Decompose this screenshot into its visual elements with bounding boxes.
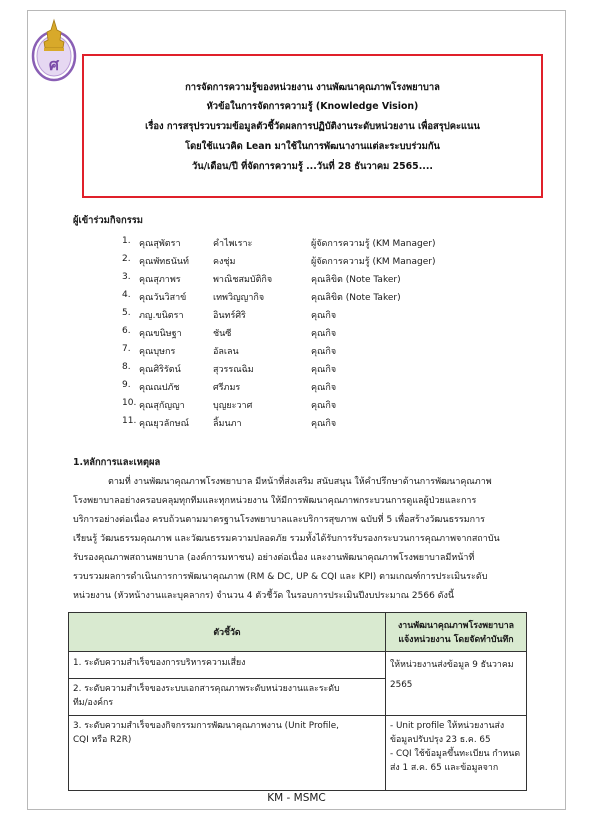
principles-line: เรียนรู้ วัฒนธรรมคุณภาพ และวัฒนธรรมความปลอดภัย รวมทั้งได้รับการรับรองกระบวนการคุณภาพจากสถาบัน (73, 534, 500, 544)
participant-role: คุณกิจ (311, 383, 337, 393)
hospital-logo (30, 18, 78, 83)
principles-heading: 1.หลักการและเหตุผล (73, 457, 161, 468)
table-cell-note (386, 716, 527, 791)
participant-number: 11. (122, 416, 137, 426)
note-line: 2565 (390, 680, 413, 690)
note-line: ส่ง 1 ส.ค. 65 และข้อมูลจาก (390, 763, 499, 773)
participant-number: 3. (122, 272, 131, 282)
participant-number: 5. (122, 308, 131, 318)
participant-name: คุณณปภัช (139, 383, 180, 393)
participant-surname: ศรีภมร (213, 383, 241, 393)
title-box (82, 54, 543, 198)
participant-role: คุณกิจ (311, 329, 337, 339)
note-line: ข้อมูลปรับปรุง 23 ธ.ค. 65 (390, 735, 491, 745)
participant-number: 7. (122, 344, 131, 354)
participant-number: 1. (122, 236, 131, 246)
table-row (69, 716, 527, 791)
principles-line: โรงพยาบาลอย่างครอบคลุมทุกทีมและทุกหน่วยงาน ให้มีการพัฒนาคุณภาพกระบวนการดูแลผู้ป่วยและการ (73, 496, 477, 506)
principles-line: รวบรวมผลการดำเนินการการพัฒนาคุณภาพ (RM & DC, UP & CQI และ KPI) ตามเกณฑ์การประเมินระดับ (73, 572, 488, 582)
participant-name: คุณบุษกร (139, 347, 176, 357)
participant-name: คุณศิริรัตน์ (139, 365, 181, 375)
indicator-line: 2. ระดับความสำเร็จของระบบเอกสารคุณภาพระดับหน่วยงานและระดับ (73, 684, 340, 694)
participant-number: 2. (122, 254, 131, 264)
note-line: - CQI ใช้ข้อมูลขึ้นทะเบียน กำหนด (390, 749, 521, 759)
participant-role: คุณกิจ (311, 311, 337, 321)
table-row (69, 652, 527, 679)
participant-number: 10. (122, 398, 137, 408)
participant-name: คุณพัทธนันท์ (139, 257, 189, 267)
title-line-4: โดยใช้แนวคิด Lean มาใช้ในการพัฒนางานแต่ละระบบร่วมกัน (185, 141, 440, 152)
table-cell-indicator (69, 679, 386, 716)
participant-number: 9. (122, 380, 131, 390)
participant-surname: คงชุ่ม (213, 257, 236, 267)
indicator-table (68, 612, 527, 791)
participant-surname: ลิ้มนภา (213, 419, 242, 429)
title-line-1: การจัดการความรู้ของหน่วยงาน งานพัฒนาคุณภาพโรงพยาบาล (185, 82, 440, 93)
indicator-line: 3. ระดับความสำเร็จของกิจกรรมการพัฒนาคุณภาพงาน (Unit Profile, (73, 721, 339, 731)
participant-name: คุณสุพัตรา (139, 239, 181, 249)
participant-surname: บุญยะวาศ (213, 401, 253, 411)
participant-name: คุณสุกัญญา (139, 401, 185, 411)
participant-surname: อัลเลน (213, 347, 239, 357)
participant-role: คุณกิจ (311, 419, 337, 429)
participant-surname: คำไพเราะ (213, 239, 253, 249)
participant-surname: พาณิชสมบัติกิจ (213, 275, 273, 285)
participant-name: คุณยุวลักษณ์ (139, 419, 189, 429)
principles-line: หน่วยงาน (หัวหน้างานและบุคลากร) จำนวน 4 ตัวชี้วัด ในรอบการประเมินปีงบประมาณ 2566 ดังนี้ (73, 591, 455, 601)
participant-role: คุณกิจ (311, 347, 337, 357)
participant-number: 6. (122, 326, 131, 336)
note-line: ให้หน่วยงานส่งข้อมูล 9 ธันวาคม (390, 660, 514, 670)
participant-surname: เทพวิญญากิจ (213, 293, 265, 303)
participant-role: คุณลิขิต (Note Taker) (311, 275, 401, 285)
indicator-line: CQI หรือ R2R) (73, 735, 132, 745)
title-line-3: เรื่อง การสรุปรวบรวมข้อมูลตัวชี้วัดผลการปฏิบัติงานระดับหน่วยงาน เพื่อสรุปคะแนน (145, 121, 480, 132)
table-header-owner-line-1: งานพัฒนาคุณภาพโรงพยาบาล (397, 621, 515, 631)
participant-role: คุณกิจ (311, 401, 337, 411)
page-footer: KM - MSMC (267, 792, 326, 804)
participants-heading: ผู้เข้าร่วมกิจกรรม (73, 215, 143, 226)
participant-surname: สุวรรณฉิม (213, 365, 254, 375)
participant-role: คุณกิจ (311, 365, 337, 375)
participant-name: คุณสุภาพร (139, 275, 181, 285)
participant-name: คุณขนิษฐา (139, 329, 182, 339)
participant-role: ผู้จัดการความรู้ (KM Manager) (311, 239, 436, 249)
indicator-line: ทีม/องค์กร (73, 698, 114, 708)
table-header-owner-line-2: แจ้งหน่วยงาน โดยจัดทำบันทึก (398, 635, 514, 645)
principles-line: บริการอย่างต่อเนื่อง ครบถ้วนตามมาตรฐานโรงพยาบาลและบริการสุขภาพ ฉบับที่ 5 เพื่อสร้างวัฒนธรรมการ (73, 515, 485, 525)
participant-name: คุณวันวิสาข์ (139, 293, 187, 303)
principles-line: ตามที่ งานพัฒนาคุณภาพโรงพยาบาล มีหน้าที่ส่งเสริม สนับสนุน ให้คำปรึกษาด้านการพัฒนาคุณภาพ (108, 477, 492, 487)
participant-number: 4. (122, 290, 131, 300)
participant-number: 8. (122, 362, 131, 372)
table-header-indicator: ตัวชี้วัด (69, 613, 386, 652)
table-header-row (69, 613, 527, 652)
table-header-owner (386, 613, 527, 652)
principles-line: รับรองคุณภาพสถานพยาบาล (องค์การมหาชน) อย่างต่อเนื่อง และงานพัฒนาคุณภาพโรงพยาบาลมีหน้าที่ (73, 553, 475, 563)
table-cell-note (386, 652, 527, 716)
note-line: - Unit profile ให้หน่วยงานส่ง (390, 721, 505, 731)
svg-text:ศ: ศ (48, 55, 60, 74)
title-line-5: วัน/เดือน/ปี ที่จัดการความรู้ ...วันที่ 28 ธันวาคม 2565.... (192, 161, 433, 172)
table-cell-indicator (69, 716, 386, 791)
table-cell-indicator: 1. ระดับความสำเร็จของการบริหารความเสี่ยง (69, 652, 386, 679)
participant-name: ภญ.ขนิตรา (139, 311, 184, 321)
participant-surname: อินทร์ศิริ (213, 311, 246, 321)
participant-role: คุณลิขิต (Note Taker) (311, 293, 401, 303)
title-line-2: หัวข้อในการจัดการความรู้ (Knowledge Vision) (206, 101, 419, 112)
participant-role: ผู้จัดการความรู้ (KM Manager) (311, 257, 436, 267)
participant-surname: ชันซี (213, 329, 232, 339)
